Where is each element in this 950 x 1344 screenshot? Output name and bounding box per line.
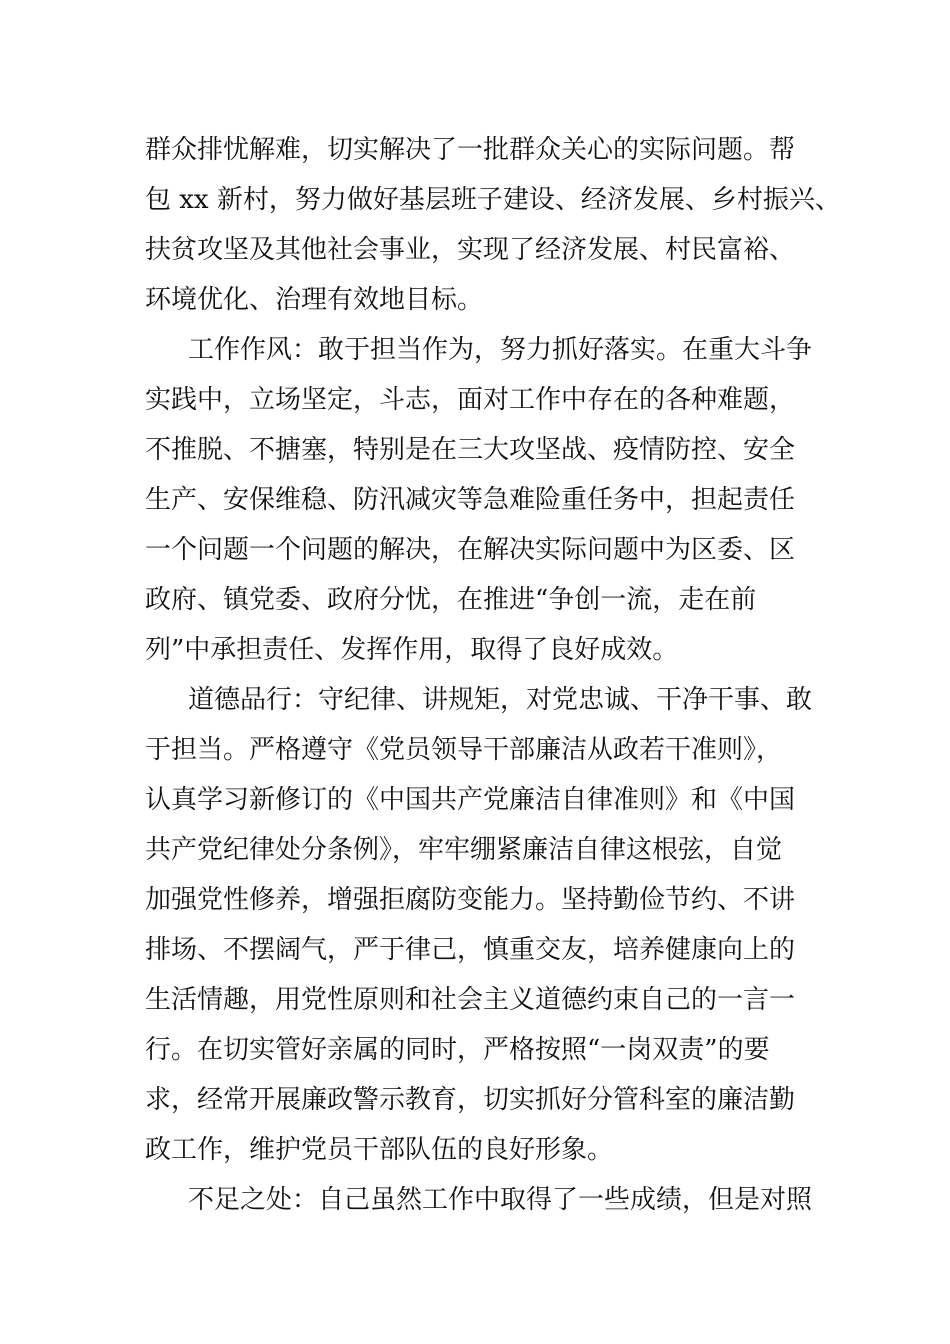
paragraph-start-work-style: 工作作风：敢于担当作为，努力抓好落实。在重大斗争 bbox=[188, 335, 813, 365]
text-line: 包 xx 新村，努力做好基层班子建设、经济发展、乡村振兴、 bbox=[145, 185, 841, 215]
text-line: 一个问题一个问题的解决，在解决实际问题中为区委、区 bbox=[145, 535, 796, 565]
text-line: 排场、不摆阔气，严于律己，慎重交友，培养健康向上的 bbox=[145, 935, 796, 965]
text-line: 政工作，维护党员干部队伍的良好形象。 bbox=[145, 1135, 614, 1165]
text-line: 生产、安保维稳、防汛减灾等急难险重任务中，担起责任 bbox=[145, 485, 796, 515]
text-line: 行。在切实管好亲属的同时，严格按照“一岗双责”的要 bbox=[145, 1035, 770, 1065]
text-line: 生活情趣，用党性原则和社会主义道德约束自己的一言一 bbox=[145, 985, 796, 1015]
text-line: 政府、镇党委、政府分忧，在推进“争创一流，走在前 bbox=[145, 585, 757, 615]
paragraph-start-moral-conduct: 道德品行：守纪律、讲规矩，对党忠诚、干净干事、敢 bbox=[188, 685, 813, 715]
paragraph-start-shortcomings: 不足之处：自己虽然工作中取得了一些成绩，但是对照 bbox=[188, 1185, 813, 1215]
text-line: 认真学习新修订的《中国共产党廉洁自律准则》和《中国 bbox=[145, 785, 796, 815]
text-line: 共产党纪律处分条例》，牢牢绷紧廉洁自律这根弦，自觉 bbox=[145, 835, 783, 865]
text-line: 于担当。严格遵守《党员领导干部廉洁从政若干准则》， bbox=[145, 735, 783, 765]
text-line: 加强党性修养，增强拒腐防变能力。坚持勤俭节约、不讲 bbox=[145, 885, 796, 915]
text-line: 实践中，立场坚定，斗志，面对工作中存在的各种难题， bbox=[145, 385, 796, 415]
text-line: 求，经常开展廉政警示教育，切实抓好分管科室的廉洁勤 bbox=[145, 1085, 796, 1115]
text-line: 群众排忧解难，切实解决了一批群众关心的实际问题。帮 bbox=[145, 135, 796, 165]
text-line: 环境优化、治理有效地目标。 bbox=[145, 285, 484, 315]
text-line: 扶贫攻坚及其他社会事业，实现了经济发展、村民富裕、 bbox=[145, 235, 796, 265]
text-line: 不推脱、不搪塞，特别是在三大攻坚战、疫情防控、安全 bbox=[145, 435, 796, 465]
text-line: 列”中承担责任、发挥作用，取得了良好成效。 bbox=[145, 635, 679, 665]
